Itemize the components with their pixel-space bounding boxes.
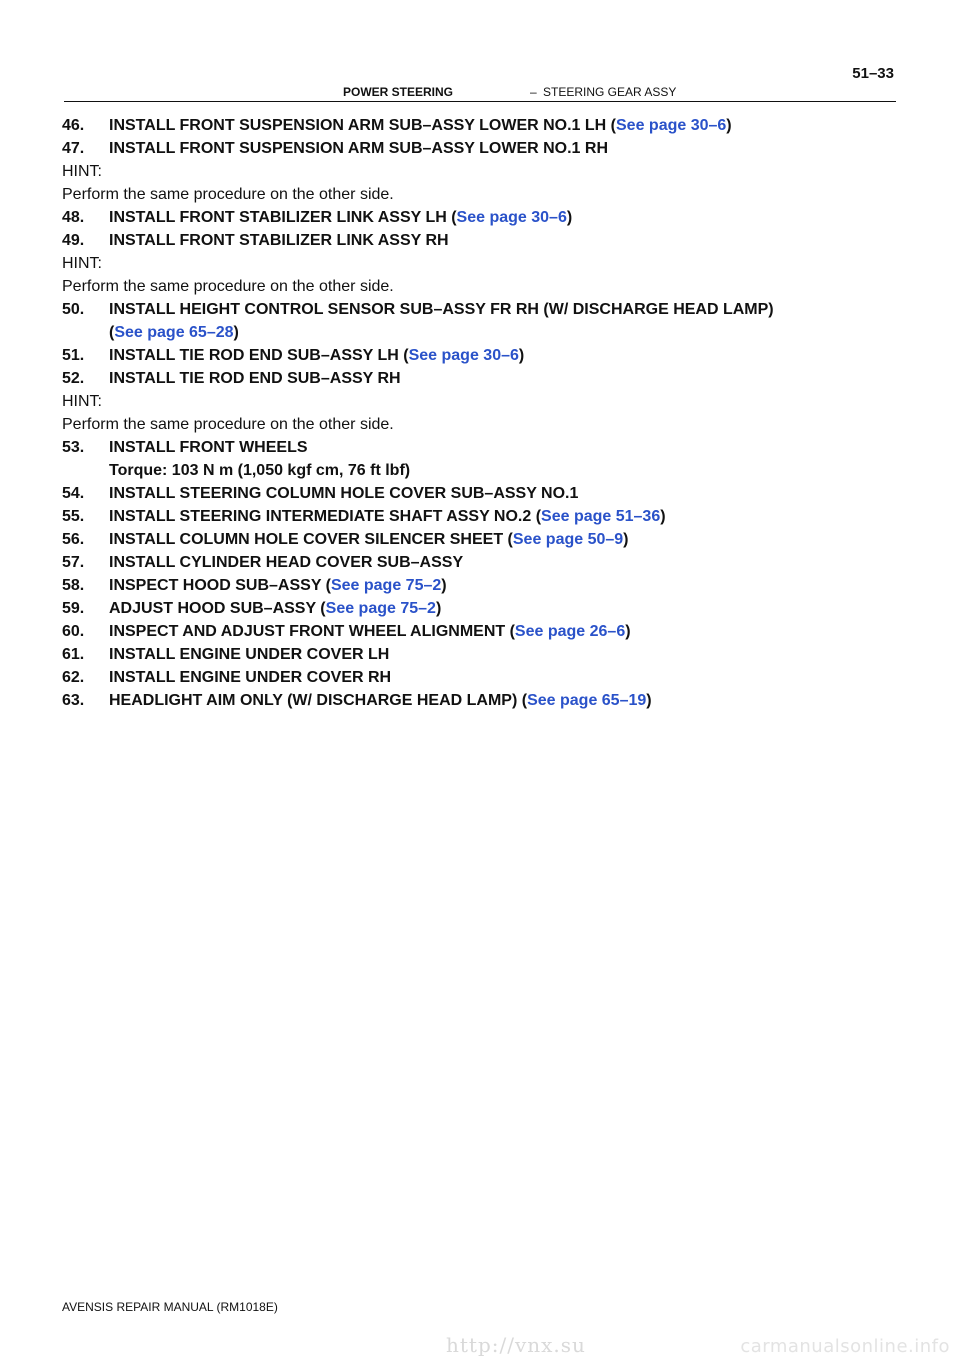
procedure-step	[62, 597, 902, 620]
closing-paren: )	[646, 692, 652, 709]
page-number: 51–33	[852, 65, 894, 82]
procedure-step	[62, 551, 902, 574]
page-reference-link[interactable]: See page 75–2	[325, 600, 436, 617]
step-number: 46.	[62, 117, 85, 134]
footer-text: AVENSIS REPAIR MANUAL (RM1018E)	[62, 1300, 278, 1314]
line-text: INSTALL CYLINDER HEAD COVER SUB–ASSY	[109, 554, 464, 571]
step-continuation	[62, 321, 902, 344]
closing-paren: )	[441, 577, 447, 594]
line-text: Torque: 103 N m (1,050 kgf cm, 76 ft lbf)	[109, 462, 411, 479]
procedure-step	[62, 367, 902, 390]
line-text: INSTALL STEERING INTERMEDIATE SHAFT ASSY NO.2 (	[109, 508, 542, 525]
step-number: 61.	[62, 646, 85, 663]
closing-paren: )	[726, 117, 732, 134]
step-number: 51.	[62, 347, 85, 364]
page-reference-link[interactable]: See page 30–6	[408, 347, 519, 364]
page-reference-link[interactable]: See page 30–6	[456, 209, 567, 226]
line-text: INSTALL FRONT SUSPENSION ARM SUB–ASSY LOWER NO.1 LH (	[109, 117, 616, 134]
procedure-list	[62, 114, 902, 712]
procedure-step	[62, 689, 902, 712]
step-number: 49.	[62, 232, 85, 249]
header-separator: –	[530, 85, 537, 99]
hint-text	[62, 413, 902, 436]
step-number: 55.	[62, 508, 85, 525]
step-number: 63.	[62, 692, 85, 709]
page-reference-link[interactable]: See page 75–2	[330, 577, 442, 594]
step-number: 54.	[62, 485, 85, 502]
line-text: INSTALL COLUMN HOLE COVER SILENCER SHEET (	[109, 531, 513, 548]
line-text: HINT:	[62, 255, 102, 272]
line-text: INSTALL FRONT WHEELS	[109, 439, 308, 456]
step-number: 47.	[62, 140, 85, 157]
closing-paren: )	[233, 324, 239, 341]
line-text: INSTALL TIE ROD END SUB–ASSY RH	[109, 370, 401, 387]
line-text: INSPECT AND ADJUST FRONT WHEEL ALIGNMENT (	[109, 623, 515, 640]
line-text: INSTALL HEIGHT CONTROL SENSOR SUB–ASSY FR RH (W/ DISCHARGE HEAD LAMP)	[109, 301, 774, 318]
header-rule	[64, 101, 896, 102]
line-text: ADJUST HOOD SUB–ASSY (	[109, 600, 326, 617]
closing-paren: )	[623, 531, 629, 548]
line-text: HINT:	[62, 393, 102, 410]
step-number: 58.	[62, 577, 85, 594]
procedure-step	[62, 344, 902, 367]
page-reference-link[interactable]: See page 50–9	[512, 531, 624, 548]
torque-spec	[62, 459, 902, 482]
step-number: 53.	[62, 439, 85, 456]
procedure-step	[62, 666, 902, 689]
procedure-step	[62, 620, 902, 643]
hint-label	[62, 160, 902, 183]
step-number: 50.	[62, 301, 85, 318]
procedure-step	[62, 482, 902, 505]
page-reference-link[interactable]: See page 65–28	[114, 324, 234, 341]
line-text: INSTALL FRONT STABILIZER LINK ASSY RH	[109, 232, 449, 249]
line-text: HEADLIGHT AIM ONLY (W/ DISCHARGE HEAD LAMP) (	[109, 692, 528, 709]
step-number: 60.	[62, 623, 85, 640]
line-text: INSTALL ENGINE UNDER COVER RH	[109, 669, 392, 686]
procedure-step	[62, 114, 902, 137]
step-number: 52.	[62, 370, 85, 387]
line-text: INSPECT HOOD SUB–ASSY (	[109, 577, 331, 594]
hint-text	[62, 275, 902, 298]
procedure-step	[62, 298, 902, 321]
line-text: INSTALL ENGINE UNDER COVER LH	[109, 646, 390, 663]
procedure-step	[62, 436, 902, 459]
page-header	[64, 65, 896, 104]
hint-label	[62, 390, 902, 413]
line-text: INSTALL STEERING COLUMN HOLE COVER SUB–ASSY NO.1	[109, 485, 579, 502]
procedure-step	[62, 528, 902, 551]
procedure-step	[62, 137, 902, 160]
line-text: Perform the same procedure on the other side.	[62, 416, 394, 433]
procedure-step	[62, 206, 902, 229]
procedure-step	[62, 229, 902, 252]
hint-label	[62, 252, 902, 275]
step-number: 62.	[62, 669, 85, 686]
header-subsection-title: STEERING GEAR ASSY	[543, 85, 677, 99]
closing-paren: )	[518, 347, 525, 364]
line-text: (	[109, 324, 115, 341]
line-text: INSTALL FRONT STABILIZER LINK ASSY LH (	[109, 209, 457, 226]
closing-paren: )	[660, 508, 666, 525]
watermark-url: http://vnx.su	[446, 1333, 586, 1357]
line-text: Perform the same procedure on the other side.	[62, 186, 394, 203]
procedure-step	[62, 505, 902, 528]
page-reference-link[interactable]: See page 30–6	[616, 117, 727, 134]
procedure-step	[62, 574, 902, 597]
closing-paren: )	[566, 209, 573, 226]
page-reference-link[interactable]: See page 26–6	[514, 623, 626, 640]
page-reference-link[interactable]: See page 65–19	[527, 692, 647, 709]
step-number: 59.	[62, 600, 85, 617]
line-text: Perform the same procedure on the other side.	[62, 278, 394, 295]
closing-paren: )	[435, 600, 442, 617]
procedure-step	[62, 643, 902, 666]
step-number: 57.	[62, 554, 85, 571]
closing-paren: )	[625, 623, 631, 640]
page-reference-link[interactable]: See page 51–36	[541, 508, 661, 525]
step-number: 56.	[62, 531, 85, 548]
line-text: HINT:	[62, 163, 102, 180]
header-section-title: POWER STEERING	[343, 85, 454, 99]
watermark-site: carmanualsonline.info	[740, 1336, 950, 1357]
step-number: 48.	[62, 209, 85, 226]
hint-text	[62, 183, 902, 206]
line-text: INSTALL TIE ROD END SUB–ASSY LH (	[109, 347, 409, 364]
line-text: INSTALL FRONT SUSPENSION ARM SUB–ASSY LOWER NO.1 RH	[109, 140, 609, 157]
